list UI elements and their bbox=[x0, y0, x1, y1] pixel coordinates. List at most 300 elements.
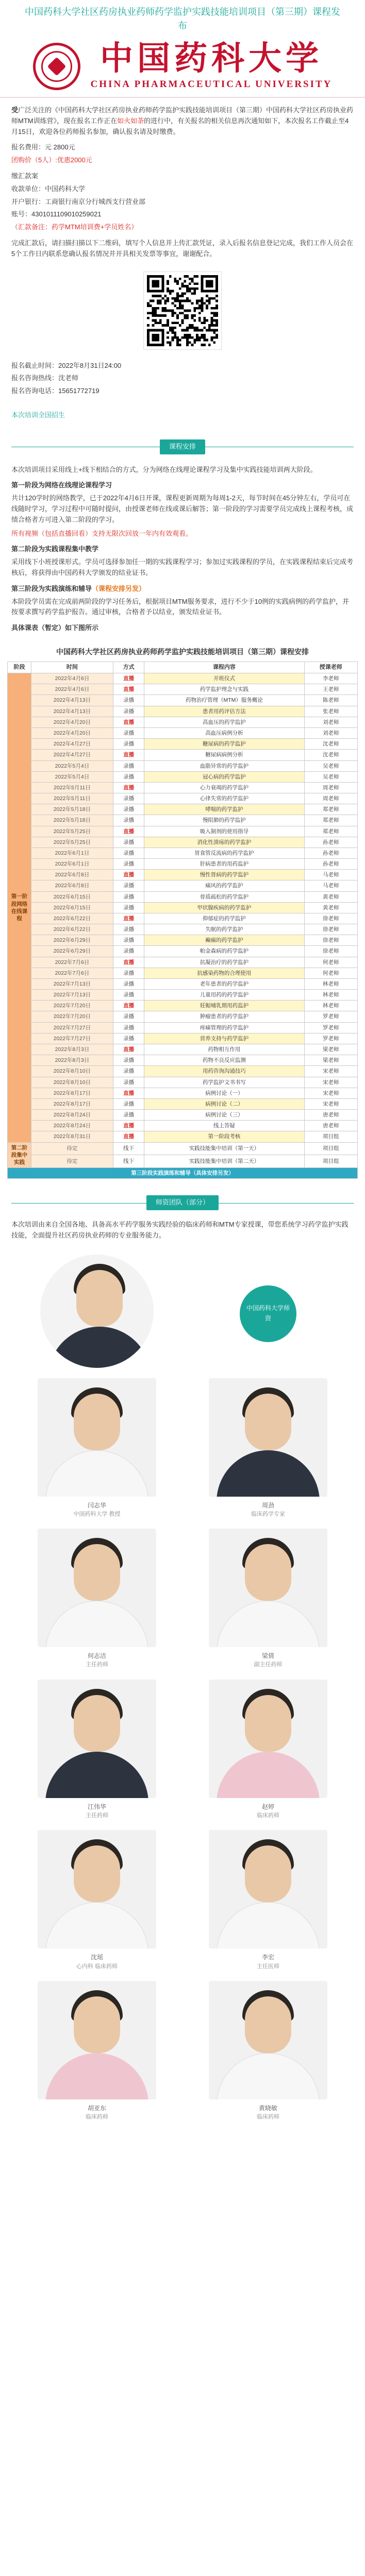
expert-name: 黄晓敏 bbox=[258, 2104, 277, 2112]
schedule-mode: 录播 bbox=[113, 1055, 144, 1066]
schedule-teacher: 何老师 bbox=[304, 968, 357, 978]
schedule-teacher: 徐老师 bbox=[304, 924, 357, 935]
schedule-topic: 失眠的药学监护 bbox=[144, 924, 304, 935]
schedule-topic: 药物治疗管理（MTM）服务概论 bbox=[144, 695, 304, 706]
schedule-topic: 抗感染药物的合理使用 bbox=[144, 968, 304, 978]
schedule-topic: 患者用药评估方法 bbox=[144, 706, 304, 717]
schedule-mode: 录播 bbox=[113, 771, 144, 782]
schedule-topic: 药学监护文书书写 bbox=[144, 1077, 304, 1088]
schedule-teacher: 宋老师 bbox=[304, 1088, 357, 1098]
intro-paragraph: 受广泛关注的《中国药科大学社区药房执业药师药学监护实践技能培训项目（第三期）中国药科大学社区药房执业药师MTM训练营》，现在报名工作正在如火如荼的进行中，有关报名的相关信息再次通知如下，本次报名工作截止至4月15日，欢迎各位药师报名参加，确认报名请及时缴费。 bbox=[11, 106, 354, 135]
expert-photo bbox=[209, 1680, 327, 1798]
schedule-teacher: 项目组 bbox=[304, 1131, 357, 1142]
schedule-topic: 第一阶段考核 bbox=[144, 1131, 304, 1142]
experts-grid bbox=[0, 1371, 365, 2125]
expert-name: 梁倩 bbox=[261, 1652, 274, 1660]
schedule-mode: 直播 bbox=[113, 870, 144, 880]
schedule-row bbox=[8, 1131, 358, 1142]
schedule-date: 2022年5月18日 bbox=[31, 815, 113, 826]
schedule-teacher: 何老师 bbox=[304, 957, 357, 968]
schedule-topic: 癫痫的药学监护 bbox=[144, 935, 304, 946]
schedule-row bbox=[8, 1011, 358, 1022]
schedule-topic: 痛风的药学监护 bbox=[144, 880, 304, 891]
schedule-date: 2022年5月25日 bbox=[31, 826, 113, 837]
schedule-row bbox=[8, 957, 358, 968]
schedule-teacher: 徐老师 bbox=[304, 935, 357, 946]
schedule-topic: 胃食管反流病的药学监护 bbox=[144, 848, 304, 858]
schedule-date: 待定 bbox=[31, 1155, 113, 1168]
schedule-mode: 录播 bbox=[113, 739, 144, 750]
schedule-topic: 病例讨论（三） bbox=[144, 1110, 304, 1121]
schedule-teacher: 罗老师 bbox=[304, 1011, 357, 1022]
expert-photo bbox=[38, 1981, 156, 2099]
schedule-row bbox=[8, 837, 358, 848]
bank-block: 缴汇款案 收款单位：中国药科大学 开户银行：工商银行南京分行城西支行营业部 账号：4301011109010259021 （汇款备注：药学MTM培训费+学员姓名） bbox=[11, 172, 146, 231]
schedule-teacher: 项目组 bbox=[304, 1142, 357, 1155]
schedule-header-3: 课程内容 bbox=[144, 662, 304, 673]
schedule-teacher: 马老师 bbox=[304, 880, 357, 891]
schedule-mode: 录播 bbox=[113, 1022, 144, 1033]
schedule-row bbox=[8, 848, 358, 858]
schedule-date: 2022年5月11日 bbox=[31, 793, 113, 804]
schedule-date: 2022年5月11日 bbox=[31, 782, 113, 793]
schedule-mode: 直播 bbox=[113, 782, 144, 793]
schedule-teacher: 黄老师 bbox=[304, 902, 357, 913]
experts-section-head: 师资团队（部分） bbox=[0, 1195, 365, 1210]
schedule-teacher: 徐老师 bbox=[304, 913, 357, 924]
expert-card bbox=[193, 1830, 343, 1971]
expert-photo bbox=[209, 1378, 327, 1497]
schedule-topic: 抗凝治疗的药学监护 bbox=[144, 957, 304, 968]
schedule-mode: 录播 bbox=[113, 859, 144, 870]
schedule-table bbox=[7, 662, 358, 1179]
schedule-topic: 哮喘的药学监护 bbox=[144, 804, 304, 815]
university-banner bbox=[0, 36, 365, 98]
page-title: 中国药科大学社区药房执业药师药学监护实践技能培训项目（第三期）课程发布 bbox=[25, 7, 340, 31]
expert-card bbox=[193, 1680, 343, 1820]
schedule-teacher: 梁老师 bbox=[304, 1044, 357, 1055]
schedule-date: 2022年4月20日 bbox=[31, 717, 113, 727]
expert-photo bbox=[40, 1255, 154, 1368]
schedule-teacher: 马老师 bbox=[304, 870, 357, 880]
schedule-row bbox=[8, 924, 358, 935]
schedule-teacher: 沈老师 bbox=[304, 739, 357, 750]
schedule-topic: 糖尿病的药学监护 bbox=[144, 739, 304, 750]
schedule-topic: 开班仪式 bbox=[144, 673, 304, 684]
schedule-row bbox=[8, 902, 358, 913]
schedule-teacher: 林老师 bbox=[304, 990, 357, 1001]
schedule-topic: 高血压的药学监护 bbox=[144, 717, 304, 727]
expert-title: 临床药学专家 bbox=[251, 1511, 285, 1517]
schedule-row bbox=[8, 946, 358, 957]
schedule-mode: 直播 bbox=[113, 826, 144, 837]
schedule-date: 2022年6月22日 bbox=[31, 913, 113, 924]
schedule-mode: 录播 bbox=[113, 804, 144, 815]
expert-name: 赵婷 bbox=[261, 1803, 274, 1810]
schedule-row bbox=[8, 782, 358, 793]
scan-note: 完成汇款后，请扫描扫描以下二维码，填写个人信息并上传汇款凭证，录入后报名信息登记完成，我们工作人员会在5个工作日内联系您确认报名情况并开具相关发票等事宜，谢谢配合。 bbox=[11, 239, 354, 258]
schedule-mode: 直播 bbox=[113, 913, 144, 924]
schedule-teacher: 林老师 bbox=[304, 1001, 357, 1011]
expert-photo bbox=[209, 1529, 327, 1647]
schedule-teacher: 沈老师 bbox=[304, 750, 357, 760]
schedule-mode: 录播 bbox=[113, 968, 144, 978]
course-section-head: 课程安排 bbox=[0, 439, 365, 454]
expert-title: 中国药科大学 教授 bbox=[73, 1511, 121, 1517]
university-logo bbox=[91, 41, 333, 93]
schedule-date: 2022年4月27日 bbox=[31, 750, 113, 760]
schedule-row bbox=[8, 1066, 358, 1077]
expert-name: 何志洁 bbox=[87, 1652, 106, 1660]
schedule-row bbox=[8, 739, 358, 750]
plan-section: 本次培训项目采用线上+线下相结合的方式，分为网络在线理论课程学习及集中实践技能培训两大阶段。 第一阶段为网络在线理论课程学习 共计120学时的网络教学，已于2022年4月6日开课，课程更新周期为每周1-2天，每节时间在45分钟左右，学员可在线随时学习，学习过程中可随时提问，由授课老师在线或课后解答；第一阶段的学习需要学员完成线上课程考核，成绩合格者方可进入第二阶段的学习。 所有视频（包括直播回看）支持无限次回放一年内有效观看。 第二阶段为实践课程集中教学 采用线下小班授课形式。学员可选择参加任一期的实践课程学习；参加过实践课程的学员，在实践课程结束后完成考核后，将获得由中国药科大学颁发的结业证书。 第三阶段为实践演练和辅导（课程安排另发） 本阶段学员需在完成前两阶段的学习任务后，根据项目MTM服务要求，进行不少于10例的实践病例的药学监护，并按要求撰写药学监护报告。通过审核，合格者予以结业，颁发结业证书。 具体课表（暂定）如下图所示 bbox=[0, 461, 365, 640]
schedule-date: 2022年8月24日 bbox=[31, 1121, 113, 1131]
schedule-topic: 血脂异常的药学监护 bbox=[144, 760, 304, 771]
expert-photo bbox=[209, 1830, 327, 1948]
schedule-teacher: 林老师 bbox=[304, 978, 357, 989]
schedule-row bbox=[8, 1055, 358, 1066]
schedule-header-0: 阶段 bbox=[8, 662, 31, 673]
schedule-final-text: 第三阶段实践演练和辅导（具体安排另发） bbox=[8, 1168, 358, 1179]
schedule-mode: 录播 bbox=[113, 891, 144, 902]
schedule-header-1: 时间 bbox=[31, 662, 113, 673]
schedule-date: 2022年6月8日 bbox=[31, 870, 113, 880]
schedule-mode: 录播 bbox=[113, 793, 144, 804]
schedule-mode: 直播 bbox=[113, 1131, 144, 1142]
schedule-date: 2022年5月25日 bbox=[31, 837, 113, 848]
schedule-mode: 录播 bbox=[113, 1077, 144, 1088]
stage3-title: 第三阶段为实践演练和辅导（课程安排另发） bbox=[11, 584, 146, 592]
schedule-row bbox=[8, 935, 358, 946]
schedule-row bbox=[8, 1022, 358, 1033]
fee-note: 团购价（5人）:优惠2000元 bbox=[11, 156, 92, 164]
expert-name: 周劲 bbox=[261, 1501, 274, 1509]
schedule-title: 中国药科大学社区药房执业药师药学监护实践技能培训项目（第三期）课程安排 bbox=[56, 647, 309, 656]
schedule-topic: 甲状腺疾病的药学监护 bbox=[144, 902, 304, 913]
schedule-row bbox=[8, 695, 358, 706]
schedule-topic: 高血压病例分析 bbox=[144, 728, 304, 739]
schedule-date: 2022年8月10日 bbox=[31, 1066, 113, 1077]
schedule-topic: 吸入制剂的使用指导 bbox=[144, 826, 304, 837]
schedule-row bbox=[8, 815, 358, 826]
schedule-row bbox=[8, 1088, 358, 1098]
schedule-teacher: 罗老师 bbox=[304, 1033, 357, 1044]
deadline: 2022年8月31日24:00 bbox=[58, 361, 122, 369]
schedule-row bbox=[8, 990, 358, 1001]
schedule-mode: 直播 bbox=[113, 1001, 144, 1011]
expert-title: 临床药师 bbox=[86, 2114, 108, 2121]
schedule-date: 2022年4月27日 bbox=[31, 739, 113, 750]
schedule-teacher: 黄老师 bbox=[304, 891, 357, 902]
schedule-topic: 糖尿病病例分析 bbox=[144, 750, 304, 760]
schedule-final-row bbox=[8, 1168, 358, 1179]
schedule-mode: 录播 bbox=[113, 935, 144, 946]
expert-row bbox=[0, 1371, 365, 1522]
schedule-mode: 录播 bbox=[113, 978, 144, 989]
schedule-date: 2022年5月4日 bbox=[31, 760, 113, 771]
schedule-mode: 录播 bbox=[113, 924, 144, 935]
schedule-topic: 病例讨论（二） bbox=[144, 1098, 304, 1109]
schedule-teacher: 徐老师 bbox=[304, 946, 357, 957]
logo-cn: 中国药科大学 bbox=[99, 39, 323, 78]
schedule-date: 2022年6月1日 bbox=[31, 859, 113, 870]
expert-name: 李宏 bbox=[261, 1954, 274, 1961]
schedule-row bbox=[8, 1077, 358, 1088]
schedule-row bbox=[8, 1121, 358, 1131]
schedule-date: 2022年7月13日 bbox=[31, 978, 113, 989]
schedule-teacher: 罗老师 bbox=[304, 1022, 357, 1033]
stage2-title: 第二阶段为实践课程集中教学 bbox=[11, 545, 99, 553]
schedule-topic: 妊娠哺乳期用药监护 bbox=[144, 1001, 304, 1011]
schedule-topic: 药学监护理念与实践 bbox=[144, 684, 304, 695]
schedule-teacher: 张老师 bbox=[304, 706, 357, 717]
schedule-row bbox=[8, 978, 358, 989]
schedule-topic: 抑郁症的药学监护 bbox=[144, 913, 304, 924]
schedule-teacher: 孙老师 bbox=[304, 837, 357, 848]
schedule-row bbox=[8, 1110, 358, 1121]
schedule-row bbox=[8, 1044, 358, 1055]
schedule-teacher: 吴老师 bbox=[304, 760, 357, 771]
schedule-teacher: 陈老师 bbox=[304, 695, 357, 706]
schedule-mode: 线下 bbox=[113, 1142, 144, 1155]
schedule-date: 2022年4月20日 bbox=[31, 728, 113, 739]
schedule-mode: 录播 bbox=[113, 902, 144, 913]
schedule-row bbox=[8, 1142, 358, 1155]
notice: 本次培训全国招生 bbox=[11, 411, 65, 419]
schedule-date: 2022年6月15日 bbox=[31, 902, 113, 913]
schedule-date: 2022年8月17日 bbox=[31, 1088, 113, 1098]
schedule-teacher: 李老师 bbox=[304, 673, 357, 684]
expert-title: 临床药师 bbox=[257, 2114, 279, 2121]
schedule-date: 2022年6月1日 bbox=[31, 848, 113, 858]
expert-title: 主任药师 bbox=[86, 1812, 108, 1819]
schedule-topic: 肿瘤患者的药学监护 bbox=[144, 1011, 304, 1022]
schedule-date: 2022年8月3日 bbox=[31, 1055, 113, 1066]
schedule-row bbox=[8, 684, 358, 695]
schedule-row bbox=[8, 870, 358, 880]
schedule-teacher: 周老师 bbox=[304, 782, 357, 793]
schedule-mode: 直播 bbox=[113, 717, 144, 727]
faculty-badge: 中国药科大学师资 bbox=[240, 1285, 296, 1342]
schedule-row bbox=[8, 1098, 358, 1109]
schedule-date: 2022年7月20日 bbox=[31, 1001, 113, 1011]
intro-section: 受广泛关注的《中国药科大学社区药房执业药师药学监护实践技能培训项目（第三期）中国药科大学社区药房执业药师MTM训练营》，现在报名工作正在如火如荼的进行中，有关报名的相关信息再次通知如下，本次报名工作截止至4月15日，欢迎各位药师报名参加，确认报名请及时缴费。 报名费用：元 2800元 团购价（5人）:优惠2000元 缴汇款案 收款单位：中国药科大学 开户银行：工商银行南京分行城西支行营业部 账号：4301011109010259021 （汇款备注：药学MTM培训费+学员姓名） 完成汇款后，请扫描扫描以下二维码，填写个人信息并上传汇款凭证，录入后报名信息登记完成，我们工作人员会在5个工作日内联系您确认报名情况并开具相关发票等事宜，谢谢配合。 报名截止时间：2022年8月31日24:00 报名咨询热线：沈老师 报名咨询电话：15651772719 bbox=[11, 106, 354, 395]
schedule-mode: 录播 bbox=[113, 1110, 144, 1121]
expert-name: 闫志华 bbox=[87, 1501, 106, 1509]
expert-name: 江伟华 bbox=[87, 1803, 106, 1810]
schedule-date: 2022年8月17日 bbox=[31, 1098, 113, 1109]
schedule-topic: 药物不良反应监测 bbox=[144, 1055, 304, 1066]
schedule-teacher: 刘老师 bbox=[304, 717, 357, 727]
expert-title: 副主任药师 bbox=[254, 1662, 283, 1668]
expert-title: 心内科 临床药师 bbox=[76, 1963, 118, 1970]
schedule-mode: 录播 bbox=[113, 1033, 144, 1044]
schedule-mode: 录播 bbox=[113, 695, 144, 706]
schedule-date: 2022年7月6日 bbox=[31, 968, 113, 978]
schedule-mode: 直播 bbox=[113, 1044, 144, 1055]
schedule-row bbox=[8, 673, 358, 684]
schedule-row bbox=[8, 891, 358, 902]
expert-row bbox=[0, 1974, 365, 2125]
schedule-section bbox=[0, 640, 365, 1181]
schedule-teacher: 王老师 bbox=[304, 684, 357, 695]
expert-title: 主任药师 bbox=[86, 1662, 108, 1668]
schedule-row bbox=[8, 760, 358, 771]
schedule-topic: 线上答疑 bbox=[144, 1121, 304, 1131]
schedule-topic: 营养支持与药学监护 bbox=[144, 1033, 304, 1044]
schedule-row bbox=[8, 859, 358, 870]
schedule-date: 2022年5月4日 bbox=[31, 771, 113, 782]
expert-card bbox=[22, 1378, 172, 1519]
schedule-mode: 录播 bbox=[113, 1011, 144, 1022]
schedule-date: 2022年7月27日 bbox=[31, 1033, 113, 1044]
schedule-topic: 儿童用药的药学监护 bbox=[144, 990, 304, 1001]
schedule-date: 2022年8月24日 bbox=[31, 1110, 113, 1121]
schedule-mode: 录播 bbox=[113, 1098, 144, 1109]
schedule-teacher: 孙老师 bbox=[304, 848, 357, 858]
schedule-date: 2022年4月13日 bbox=[31, 706, 113, 717]
schedule-mode: 线下 bbox=[113, 1155, 144, 1168]
schedule-mode: 录播 bbox=[113, 760, 144, 771]
schedule-date: 2022年4月6日 bbox=[31, 684, 113, 695]
schedule-topic: 实践技能集中培训（第一天） bbox=[144, 1142, 304, 1155]
schedule-date: 2022年7月6日 bbox=[31, 957, 113, 968]
schedule-header-2: 方式 bbox=[113, 662, 144, 673]
schedule-teacher: 郑老师 bbox=[304, 815, 357, 826]
schedule-date: 待定 bbox=[31, 1142, 113, 1155]
schedule-teacher: 郑老师 bbox=[304, 826, 357, 837]
schedule-teacher: 唐老师 bbox=[304, 1121, 357, 1131]
schedule-row bbox=[8, 804, 358, 815]
schedule-date: 2022年7月20日 bbox=[31, 1011, 113, 1022]
schedule-teacher: 宋老师 bbox=[304, 1098, 357, 1109]
schedule-row bbox=[8, 771, 358, 782]
schedule-mode: 录播 bbox=[113, 880, 144, 891]
schedule-mode: 直播 bbox=[113, 1088, 144, 1098]
contact-phone[interactable]: 15651772719 bbox=[58, 387, 99, 395]
schedule-date: 2022年6月22日 bbox=[31, 924, 113, 935]
expert-card bbox=[193, 1378, 343, 1519]
schedule-row bbox=[8, 1001, 358, 1011]
stage1-title: 第一阶段为网络在线理论课程学习 bbox=[11, 481, 112, 489]
schedule-mode: 直播 bbox=[113, 673, 144, 684]
schedule-row bbox=[8, 826, 358, 837]
schedule-topic: 冠心病的药学监护 bbox=[144, 771, 304, 782]
schedule-topic: 实践技能集中培训（第二天） bbox=[144, 1155, 304, 1168]
schedule-topic: 疼痛管理的药学监护 bbox=[144, 1022, 304, 1033]
schedule-topic: 心律失常的药学监护 bbox=[144, 793, 304, 804]
schedule-row bbox=[8, 913, 358, 924]
schedule-topic: 心力衰竭的药学监护 bbox=[144, 782, 304, 793]
expert-card bbox=[193, 1981, 343, 2122]
expert-card bbox=[193, 1529, 343, 1669]
schedule-date: 2022年6月29日 bbox=[31, 946, 113, 957]
schedule-mode: 录播 bbox=[113, 706, 144, 717]
schedule-row bbox=[8, 750, 358, 760]
schedule-topic: 慢性肾病的药学监护 bbox=[144, 870, 304, 880]
expert-photo bbox=[38, 1830, 156, 1948]
stage-label: 第一阶段网络在线课程 bbox=[8, 673, 31, 1142]
schedule-label: 具体课表（暂定）如下图所示 bbox=[11, 624, 99, 632]
schedule-mode: 录播 bbox=[113, 990, 144, 1001]
expert-row bbox=[0, 1521, 365, 1672]
schedule-date: 2022年4月6日 bbox=[31, 673, 113, 684]
expert-card bbox=[22, 1680, 172, 1820]
schedule-topic: 病例讨论（一） bbox=[144, 1088, 304, 1098]
schedule-teacher: 吴老师 bbox=[304, 771, 357, 782]
schedule-topic: 慢阻肺的药学监护 bbox=[144, 815, 304, 826]
expert-card bbox=[22, 1830, 172, 1971]
schedule-mode: 录播 bbox=[113, 837, 144, 848]
schedule-date: 2022年6月29日 bbox=[31, 935, 113, 946]
expert-name: 沈瑶 bbox=[90, 1954, 103, 1961]
schedule-row bbox=[8, 880, 358, 891]
schedule-header-4: 授课老师 bbox=[304, 662, 357, 673]
expert-photo bbox=[38, 1680, 156, 1798]
expert-row bbox=[0, 1672, 365, 1823]
expert-photo bbox=[38, 1529, 156, 1647]
schedule-row bbox=[8, 1155, 358, 1168]
schedule-date: 2022年7月27日 bbox=[31, 1022, 113, 1033]
schedule-mode: 录播 bbox=[113, 946, 144, 957]
schedule-row bbox=[8, 1033, 358, 1044]
schedule-teacher: 宋老师 bbox=[304, 1066, 357, 1077]
experts-featured bbox=[0, 1247, 365, 1371]
schedule-teacher: 唐老师 bbox=[304, 1110, 357, 1121]
logo-en: CHINA PHARMACEUTICAL UNIVERSITY bbox=[90, 79, 333, 90]
schedule-topic: 骨质疏松的药学监护 bbox=[144, 891, 304, 902]
schedule-mode: 直播 bbox=[113, 750, 144, 760]
schedule-date: 2022年6月8日 bbox=[31, 880, 113, 891]
schedule-row bbox=[8, 717, 358, 727]
schedule-topic: 药物相互作用 bbox=[144, 1044, 304, 1055]
schedule-teacher: 宋老师 bbox=[304, 1077, 357, 1088]
schedule-teacher: 刘老师 bbox=[304, 728, 357, 739]
schedule-mode: 录播 bbox=[113, 1066, 144, 1077]
registration-qr-code[interactable] bbox=[144, 272, 221, 349]
schedule-date: 2022年8月3日 bbox=[31, 1044, 113, 1055]
schedule-teacher: 周老师 bbox=[304, 793, 357, 804]
schedule-mode: 录播 bbox=[113, 848, 144, 858]
schedule-topic: 消化性溃疡的药学监护 bbox=[144, 837, 304, 848]
schedule-date: 2022年8月10日 bbox=[31, 1077, 113, 1088]
expert-row bbox=[0, 1823, 365, 1974]
fee-block: 报名费用：元 2800元 团购价（5人）:优惠2000元 bbox=[11, 142, 354, 166]
schedule-topic: 肝病患者的用药监护 bbox=[144, 859, 304, 870]
schedule-date: 2022年8月31日 bbox=[31, 1131, 113, 1142]
expert-photo bbox=[209, 1981, 327, 2099]
experts-intro: 本次培训由来自全国各地、具备高水平药学服务实践经验的临床药师和MTM专家授课，带您系统学习药学监护实践技能，全面提升社区药房执业药师的专业服务能力。 bbox=[11, 1221, 349, 1239]
expert-card bbox=[22, 1529, 172, 1669]
expert-photo bbox=[38, 1378, 156, 1497]
schedule-mode: 录播 bbox=[113, 728, 144, 739]
schedule-row bbox=[8, 793, 358, 804]
schedule-mode: 录播 bbox=[113, 815, 144, 826]
schedule-teacher: 郑老师 bbox=[304, 804, 357, 815]
schedule-teacher: 梁老师 bbox=[304, 1055, 357, 1066]
expert-title: 主任医师 bbox=[257, 1963, 279, 1970]
schedule-row bbox=[8, 728, 358, 739]
schedule-teacher: 项目组 bbox=[304, 1155, 357, 1168]
schedule-date: 2022年4月13日 bbox=[31, 695, 113, 706]
stage-label: 第二阶段集中实践 bbox=[8, 1142, 31, 1168]
schedule-mode: 直播 bbox=[113, 684, 144, 695]
expert-name: 胡亚东 bbox=[87, 2104, 106, 2112]
schedule-row bbox=[8, 706, 358, 717]
expert-title: 临床药师 bbox=[257, 1812, 279, 1819]
schedule-date: 2022年6月15日 bbox=[31, 891, 113, 902]
schedule-topic: 用药咨询沟通技巧 bbox=[144, 1066, 304, 1077]
